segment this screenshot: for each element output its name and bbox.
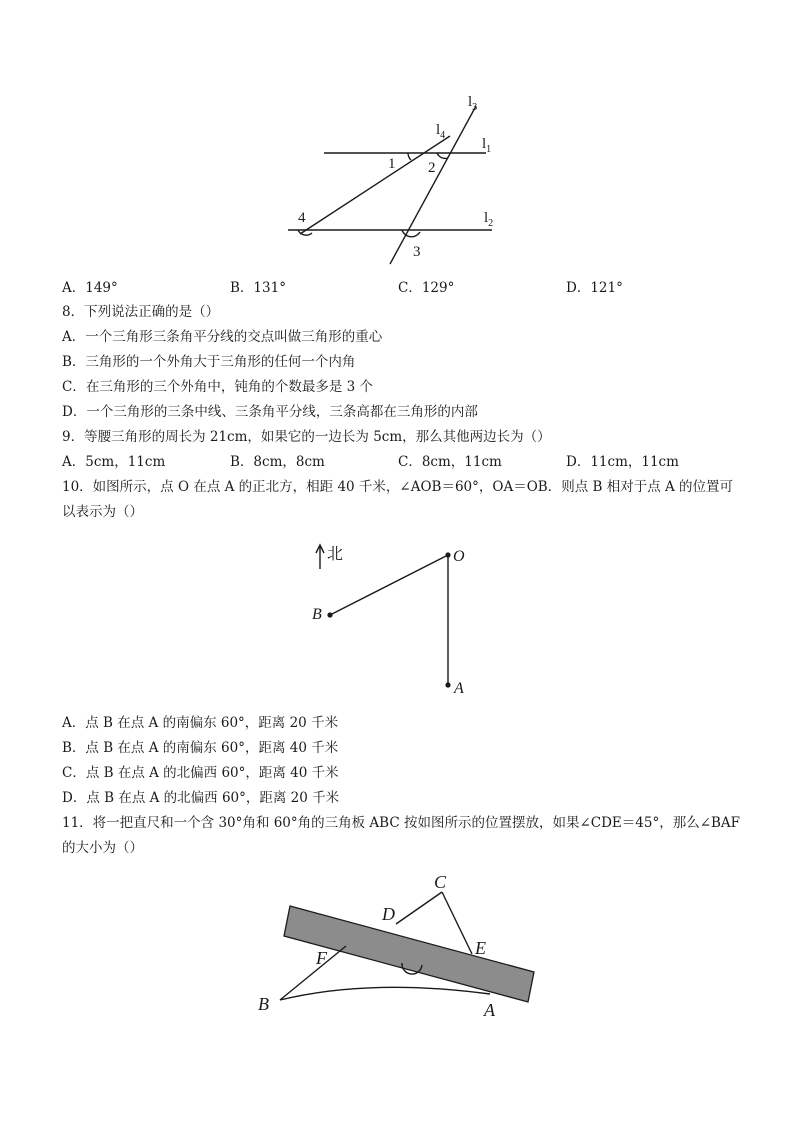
q7-option-a[interactable]: A．149° <box>62 280 118 296</box>
label-angle-3: 3 <box>413 244 421 260</box>
label-d: D <box>382 904 395 924</box>
q9-stem: 9．等腰三角形的周长为 21cm，如果它的一边长为 5cm，那么其他两边长为（） <box>62 429 551 445</box>
q9-option-a[interactable]: A．5cm，11cm <box>62 454 166 470</box>
q10-option-c[interactable]: C．点 B 在点 A 的北偏西 60°，距离 40 千米 <box>62 765 339 781</box>
label-l4: $l_4$ <box>436 122 446 141</box>
figure-parallel-lines <box>270 92 510 272</box>
line-l3 <box>390 106 476 264</box>
q8-option-d[interactable]: D．一个三角形的三条中线、三条角平分线，三条高都在三角形的内部 <box>62 404 478 420</box>
label-l1: $l_1$ <box>482 136 492 155</box>
label-l2: $l_2$ <box>484 210 494 229</box>
point-a <box>445 682 450 687</box>
point-o <box>445 552 450 557</box>
label-north: 北 <box>327 546 344 563</box>
q11-stem-line-1: 11．将一把直尺和一个含 30°角和 60°角的三角板 ABC 按如图所示的位置摆放，如果∠CDE＝45°，那么∠BAF <box>62 815 741 831</box>
q7-options <box>62 279 742 297</box>
q10-option-d[interactable]: D．点 B 在点 A 的北偏西 60°，距离 20 千米 <box>62 790 340 806</box>
label-a: A <box>484 1000 495 1020</box>
q9-option-b[interactable]: B．8cm，8cm <box>230 454 325 470</box>
segment-ba <box>280 987 490 1000</box>
q7-option-d[interactable]: D．121° <box>566 280 623 296</box>
point-b <box>327 612 332 617</box>
label-l3: $l_3$ <box>468 94 478 113</box>
label-angle-1: 1 <box>388 156 396 172</box>
arc-angle-2 <box>437 153 448 158</box>
q8-stem: 8．下列说法正确的是（） <box>62 304 220 320</box>
q8-option-c[interactable]: C．在三角形的三个外角中，钝角的个数最多是 3 个 <box>62 379 374 395</box>
label-f: F <box>316 948 327 968</box>
label-angle-4: 4 <box>298 210 306 226</box>
segment-ob <box>330 555 448 615</box>
label-b: B <box>258 994 269 1014</box>
segment-bf <box>280 946 346 1000</box>
q8-option-a[interactable]: A．一个三角形三条角平分线的交点叫做三角形的重心 <box>62 329 383 345</box>
q10-option-b[interactable]: B．点 B 在点 A 的南偏东 60°，距离 40 千米 <box>62 740 339 756</box>
q9-option-c[interactable]: C．8cm，11cm <box>398 454 502 470</box>
segment-dc <box>396 892 442 924</box>
label-a: A <box>454 680 464 697</box>
q10-stem-line-1: 10．如图所示，点 O 在点 A 的正北方，相距 40 千米，∠AOB＝60°，OA＝OB．则点 B 相对于点 A 的位置可 <box>62 479 734 495</box>
arc-angle-1 <box>408 153 411 160</box>
q11-stem-line-2: 的大小为（） <box>62 840 143 856</box>
q10-stem-line-2: 以表示为（） <box>62 504 143 520</box>
q7-option-b[interactable]: B．131° <box>230 280 286 296</box>
label-angle-2: 2 <box>428 160 436 176</box>
label-e: E <box>475 938 486 958</box>
label-c: C <box>434 872 447 892</box>
q9-option-d[interactable]: D．11cm，11cm <box>566 454 679 470</box>
label-b: B <box>312 606 322 623</box>
q7-option-c[interactable]: C．129° <box>398 280 455 296</box>
q8-option-b[interactable]: B．三角形的一个外角大于三角形的任何一个内角 <box>62 354 356 370</box>
figure-direction <box>300 535 490 705</box>
figure-ruler-triangle <box>250 868 550 1028</box>
q9-options <box>62 453 742 471</box>
q10-option-a[interactable]: A．点 B 在点 A 的南偏东 60°，距离 20 千米 <box>62 715 339 731</box>
segment-ce <box>442 892 472 954</box>
line-l4 <box>300 136 450 234</box>
label-o: O <box>453 548 465 565</box>
